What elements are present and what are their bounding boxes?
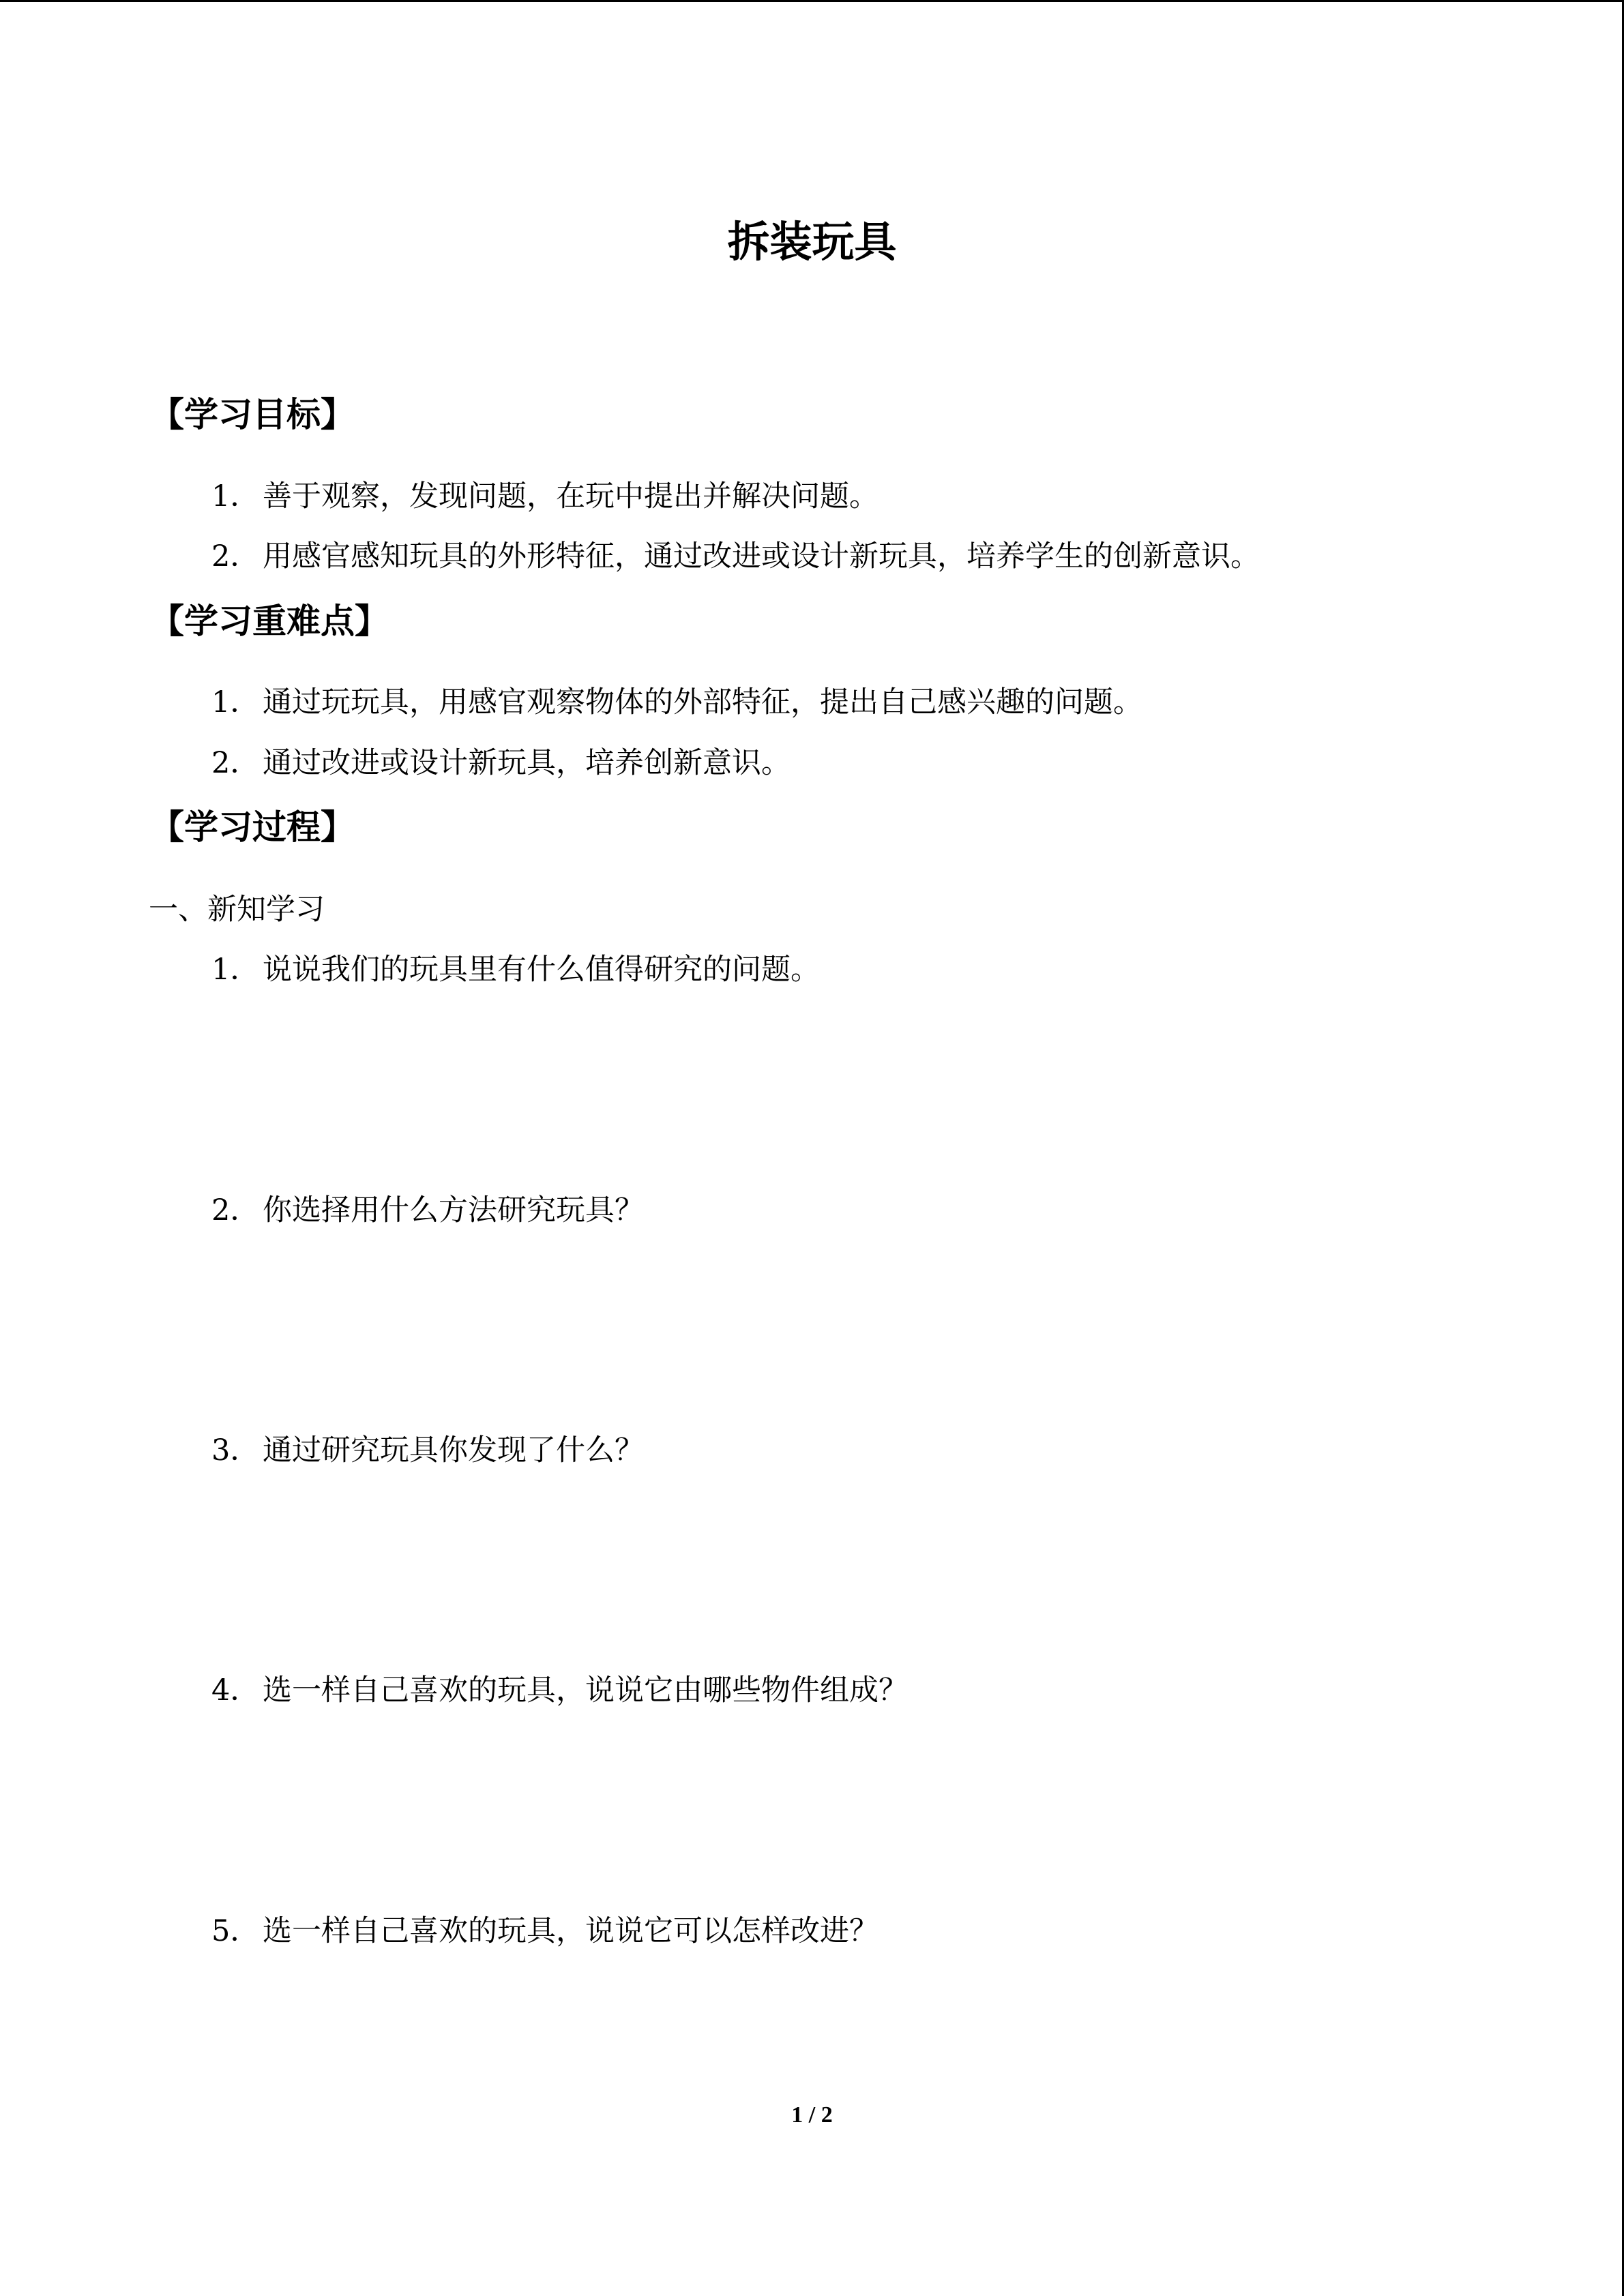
- page-number: 1 / 2: [791, 2102, 833, 2128]
- item-text: 选一样自己喜欢的玩具，说说它由哪些物件组成？: [263, 1673, 908, 1708]
- item-text: 通过研究玩具你发现了什么？: [263, 1433, 644, 1467]
- item-number: 1．: [211, 685, 260, 719]
- item-number: 1．: [211, 479, 260, 513]
- item-number: 1．: [211, 953, 260, 987]
- question-item: [211, 1911, 879, 1952]
- item-text: 善于观察，发现问题，在玩中提出并解决问题。: [263, 479, 879, 513]
- item-text: 通过玩玩具，用感官观察物体的外部特征，提出自己感兴趣的问题。: [263, 685, 1142, 719]
- question-item: [211, 1430, 644, 1471]
- item-number: 4．: [211, 1673, 260, 1708]
- item-text: 选一样自己喜欢的玩具，说说它可以怎样改进？: [263, 1914, 879, 1948]
- item-text: 你选择用什么方法研究玩具？: [263, 1193, 644, 1227]
- document-title: 拆装玩具: [727, 217, 897, 267]
- item-number: 2．: [211, 1193, 260, 1227]
- key-point-item: [211, 682, 1142, 723]
- section-heading-process: 【学习过程】: [150, 807, 355, 847]
- question-item: [211, 949, 820, 990]
- question-item: [211, 1190, 644, 1231]
- question-item: [211, 1670, 908, 1711]
- section-heading-objectives: 【学习目标】: [150, 395, 355, 434]
- objective-item: [211, 536, 1260, 577]
- item-text: 说说我们的玩具里有什么值得研究的问题。: [263, 953, 820, 987]
- key-point-item: [211, 743, 791, 784]
- item-number: 3．: [211, 1433, 260, 1467]
- section-heading-key-points: 【学习重难点】: [150, 601, 389, 641]
- objective-item: [211, 476, 879, 517]
- item-text: 通过改进或设计新玩具，培养创新意识。: [263, 746, 791, 780]
- item-number: 2．: [211, 746, 260, 780]
- item-text: 用感官感知玩具的外形特征，通过改进或设计新玩具，培养学生的创新意识。: [263, 539, 1260, 573]
- item-number: 2．: [211, 539, 260, 573]
- item-number: 5．: [211, 1914, 260, 1948]
- subsection-heading: 一、新知学习: [149, 893, 325, 927]
